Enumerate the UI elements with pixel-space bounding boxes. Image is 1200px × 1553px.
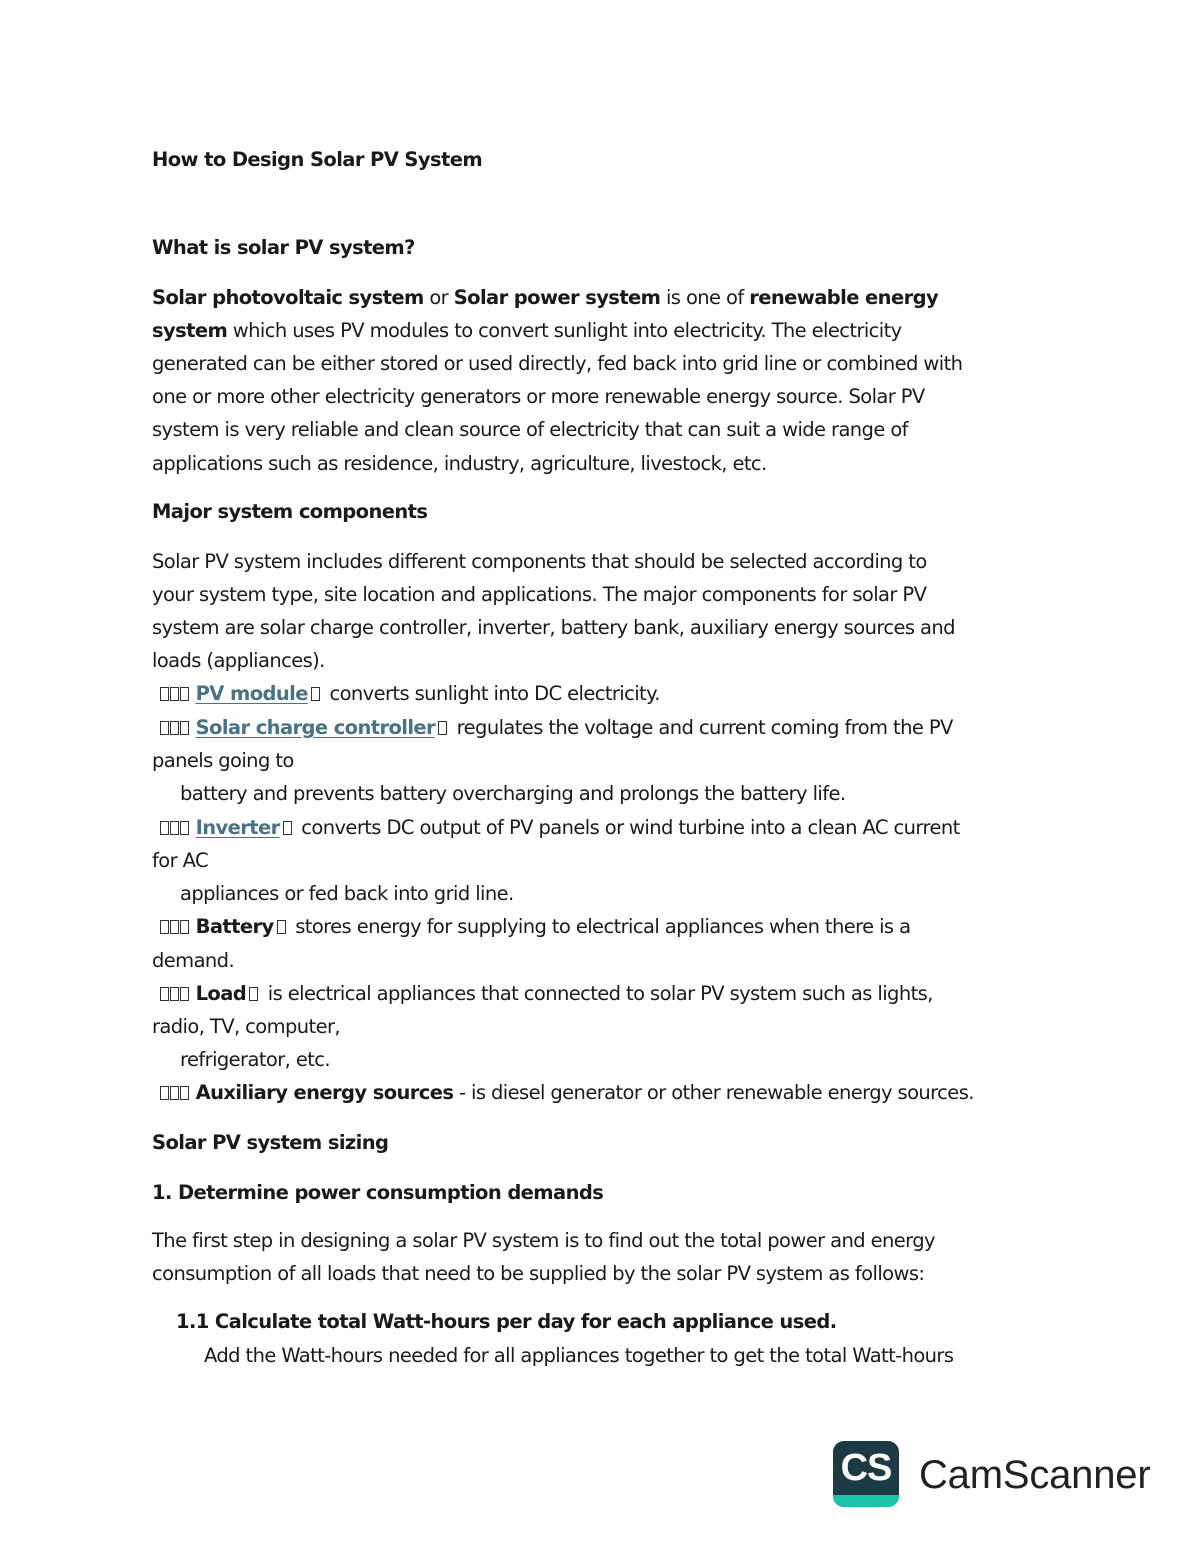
term-battery: Battery bbox=[195, 915, 274, 938]
paragraph-line: Solar PV system includes different components that should be selected according to bbox=[152, 550, 927, 573]
bullet-glyph-icon bbox=[180, 1086, 189, 1100]
text-run: is one of bbox=[660, 286, 750, 309]
paragraph-line: demand. bbox=[152, 949, 235, 972]
bold-term: Solar photovoltaic system bbox=[152, 286, 424, 309]
paragraph-line: battery and prevents battery overcharging and prolongs the battery life. bbox=[180, 782, 846, 805]
dash-glyph-icon bbox=[311, 687, 320, 701]
bold-term: system bbox=[152, 319, 228, 342]
list-item-charge-controller bbox=[160, 718, 953, 738]
page-title: How to Design Solar PV System bbox=[152, 148, 483, 171]
bullet-glyph-icon bbox=[180, 687, 189, 701]
paragraph-line: appliances or fed back into grid line. bbox=[180, 882, 514, 905]
paragraph-line: one or more other electricity generators or more renewable energy source. Solar PV bbox=[152, 385, 925, 408]
bullet-glyph-icon bbox=[180, 920, 189, 934]
list-item-battery bbox=[160, 917, 910, 937]
link-pv-module[interactable]: PV module bbox=[195, 682, 308, 705]
paragraph-line: your system type, site location and applications. The major components for solar PV bbox=[152, 583, 927, 606]
text-run: converts sunlight into DC electricity. bbox=[323, 682, 660, 705]
logo-accent-bar bbox=[833, 1495, 899, 1507]
bullet-glyph-icon bbox=[170, 687, 179, 701]
list-item-inverter bbox=[160, 818, 960, 838]
paragraph-line: loads (appliances). bbox=[152, 649, 325, 672]
paragraph-line: Add the Watt-hours needed for all appliances together to get the total Watt-hours bbox=[204, 1344, 954, 1367]
heading-major-components: Major system components bbox=[152, 500, 428, 523]
bullet-glyph-icon bbox=[170, 821, 179, 835]
text-run: or bbox=[423, 286, 454, 309]
paragraph-line: generated can be either stored or used directly, fed back into grid line or combined with bbox=[152, 352, 963, 375]
bullet-glyph-icon bbox=[160, 721, 169, 735]
bold-term: Solar power system bbox=[453, 286, 661, 309]
paragraph-line bbox=[152, 288, 938, 308]
text-run: regulates the voltage and current coming from the PV bbox=[451, 716, 953, 739]
bullet-glyph-icon bbox=[160, 821, 169, 835]
logo-mark-text: CS bbox=[840, 1447, 892, 1489]
text-run: stores energy for supplying to electrical appliances when there is a bbox=[289, 915, 911, 938]
text-run: - is diesel generator or other renewable energy sources. bbox=[453, 1081, 974, 1104]
heading-step-1: 1. Determine power consumption demands bbox=[152, 1181, 604, 1204]
text-run: which uses PV modules to convert sunlight into electricity. The electricity bbox=[227, 319, 902, 342]
bullet-glyph-icon bbox=[170, 987, 179, 1001]
bullet-glyph-icon bbox=[180, 721, 189, 735]
dash-glyph-icon bbox=[438, 721, 447, 735]
dash-glyph-icon bbox=[277, 920, 286, 934]
paragraph-line: system is very reliable and clean source of electricity that can suit a wide range of bbox=[152, 418, 908, 441]
dash-glyph-icon bbox=[283, 821, 292, 835]
bullet-glyph-icon bbox=[160, 1086, 169, 1100]
bullet-glyph-icon bbox=[180, 987, 189, 1001]
bold-term: renewable energy bbox=[749, 286, 939, 309]
paragraph-line bbox=[152, 321, 902, 341]
text-run: converts DC output of PV panels or wind turbine into a clean AC current bbox=[295, 816, 960, 839]
term-auxiliary: Auxiliary energy sources bbox=[195, 1081, 454, 1104]
bullet-glyph-icon bbox=[180, 821, 189, 835]
paragraph-line: system are solar charge controller, inverter, battery bank, auxiliary energy sources and bbox=[152, 616, 955, 639]
heading-step-1-1: 1.1 Calculate total Watt-hours per day for each appliance used. bbox=[176, 1310, 837, 1333]
logo-wordmark: CamScanner bbox=[919, 1453, 1151, 1497]
camscanner-logo-icon bbox=[833, 1441, 899, 1507]
bullet-glyph-icon bbox=[170, 920, 179, 934]
bullet-glyph-icon bbox=[160, 687, 169, 701]
dash-glyph-icon bbox=[249, 987, 258, 1001]
paragraph-line: refrigerator, etc. bbox=[180, 1048, 330, 1071]
paragraph-line: consumption of all loads that need to be supplied by the solar PV system as follows: bbox=[152, 1262, 925, 1285]
bullet-glyph-icon bbox=[160, 987, 169, 1001]
paragraph-line: panels going to bbox=[152, 749, 294, 772]
list-item-auxiliary bbox=[160, 1083, 974, 1103]
bullet-glyph-icon bbox=[170, 1086, 179, 1100]
link-inverter[interactable]: Inverter bbox=[195, 816, 280, 839]
list-item-load bbox=[160, 984, 933, 1004]
paragraph-line: radio, TV, computer, bbox=[152, 1015, 340, 1038]
bullet-glyph-icon bbox=[160, 920, 169, 934]
paragraph-line: applications such as residence, industry, agriculture, livestock, etc. bbox=[152, 452, 767, 475]
link-solar-charge-controller[interactable]: Solar charge controller bbox=[195, 716, 436, 739]
list-item-pv-module bbox=[160, 684, 660, 704]
text-run: is electrical appliances that connected to solar PV system such as lights, bbox=[262, 982, 933, 1005]
term-load: Load bbox=[195, 982, 247, 1005]
bullet-glyph-icon bbox=[170, 721, 179, 735]
paragraph-line: for AC bbox=[152, 849, 209, 872]
heading-what-is: What is solar PV system? bbox=[152, 236, 415, 259]
heading-sizing: Solar PV system sizing bbox=[152, 1131, 389, 1154]
paragraph-line: The first step in designing a solar PV system is to find out the total power and energy bbox=[152, 1229, 935, 1252]
